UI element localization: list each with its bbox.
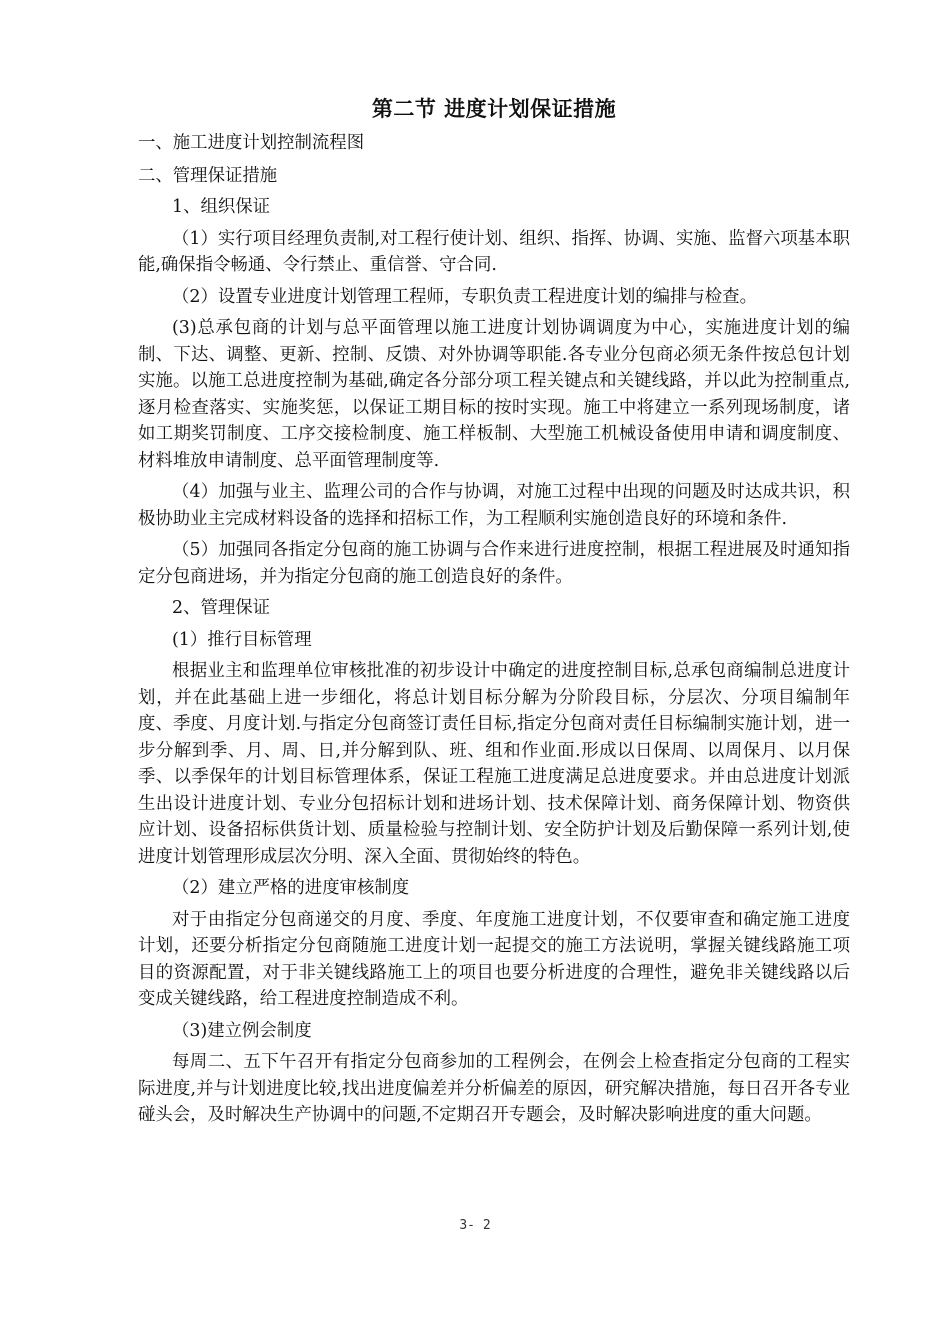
subheading-management: 2、管理保证: [172, 598, 271, 618]
paragraph-org-5: （5）加强同各指定分包商的施工协调与合作来进行进度控制，根据工程进展及时通知指定分包商进场，并为指定分包商的施工创造良好的条件。: [138, 540, 850, 587]
subheading-meeting-system: （3)建立例会制度: [172, 1020, 312, 1041]
subheading-review-system: （2）建立严格的进度审核制度: [172, 878, 410, 898]
section-title: 第二节 进度计划保证措施: [371, 97, 617, 121]
paragraph-org-2: （2）设置专业进度计划管理工程师，专职负责工程进度计划的编排与检查。: [172, 286, 757, 307]
subheading-target-management: (1）推行目标管理: [172, 629, 312, 650]
paragraph-org-3: (3)总承包商的计划与总平面管理以施工进度计划协调调度为中心，实施进度计划的编制、下达、调整、更新、控制、反馈、对外协调等职能.各专业分包商必须无条件按总包计划实施。以施工总进度控制为基础,确定各分部分项工程关键点和关键线路，并以此为控制重点,逐月检查落实、实施奖惩，以保证工期目标的按时实现。施工中将建立一系列现场制度，诸如工期奖罚制度、工序交接检制度、施工样板制、大型施工机械设备使用申请和调度制度、材料堆放申请制度、总平面管理制度等.: [138, 318, 850, 471]
paragraph-org-4: （4）加强与业主、监理公司的合作与协调，对施工过程中出现的问题及时达成共识，积极协助业主完成材料设备的选择和招标工作，为工程顺利实施创造良好的环境和条件.: [138, 482, 850, 529]
subheading-organization: 1、组织保证: [172, 197, 271, 217]
paragraph-target-management: 根据业主和监理单位审核批准的初步设计中确定的进度控制目标,总承包商编制总进度计划，并在此基础上进一步细化，将总计划目标分解为分阶段目标，分层次、分项目编制年度、季度、月度计划.与指定分包商签订责任目标,指定分包商对责任目标编制实施计划，进一步分解到季、月、周、日,并分解到队、班、组和作业面.形成以日保周、以周保月、以月保季、以季保年的计划目标管理体系，保证工程施工进度满足总进度要求。并由总进度计划派生出设计进度计划、专业分包招标计划和进场计划、技术保障计划、商务保障计划、物资供应计划、设备招标供货计划、质量检验与控制计划、安全防护计划及后勤保障一系列计划,使进度计划管理形成层次分明、深入全面、贯彻始终的特色。: [138, 661, 850, 867]
heading-flowchart: 一、施工进度计划控制流程图: [138, 133, 365, 153]
paragraph-meeting-system: 每周二、五下午召开有指定分包商参加的工程例会，在例会上检查指定分包商的工程实际进度,并与计划进度比较,找出进度偏差并分析偏差的原因，研究解决措施，每日召开各专业碰头会，及时解决生产协调中的问题,不定期召开专题会，及时解决影响进度的重大问题。: [138, 1052, 850, 1125]
paragraph-review-system: 对于由指定分包商递交的月度、季度、年度施工进度计划，不仅要审查和确定施工进度计划，还要分析指定分包商随施工进度计划一起提交的施工方法说明，掌握关键线路施工项目的资源配置，对于非关键线路施工上的项目也要分析进度的合理性，避免非关键线路以后变成关键线路，给工程进度控制造成不利。: [138, 909, 850, 1009]
page-number: 3- 2: [459, 1218, 491, 1233]
paragraph-org-1: （1）实行项目经理负责制,对工程行使计划、组织、指挥、协调、实施、监督六项基本职能,确保指令畅通、令行禁止、重信誉、守合同.: [138, 228, 850, 275]
document-body: [138, 88, 850, 1129]
heading-management-measures: 二、管理保证措施: [138, 165, 278, 186]
